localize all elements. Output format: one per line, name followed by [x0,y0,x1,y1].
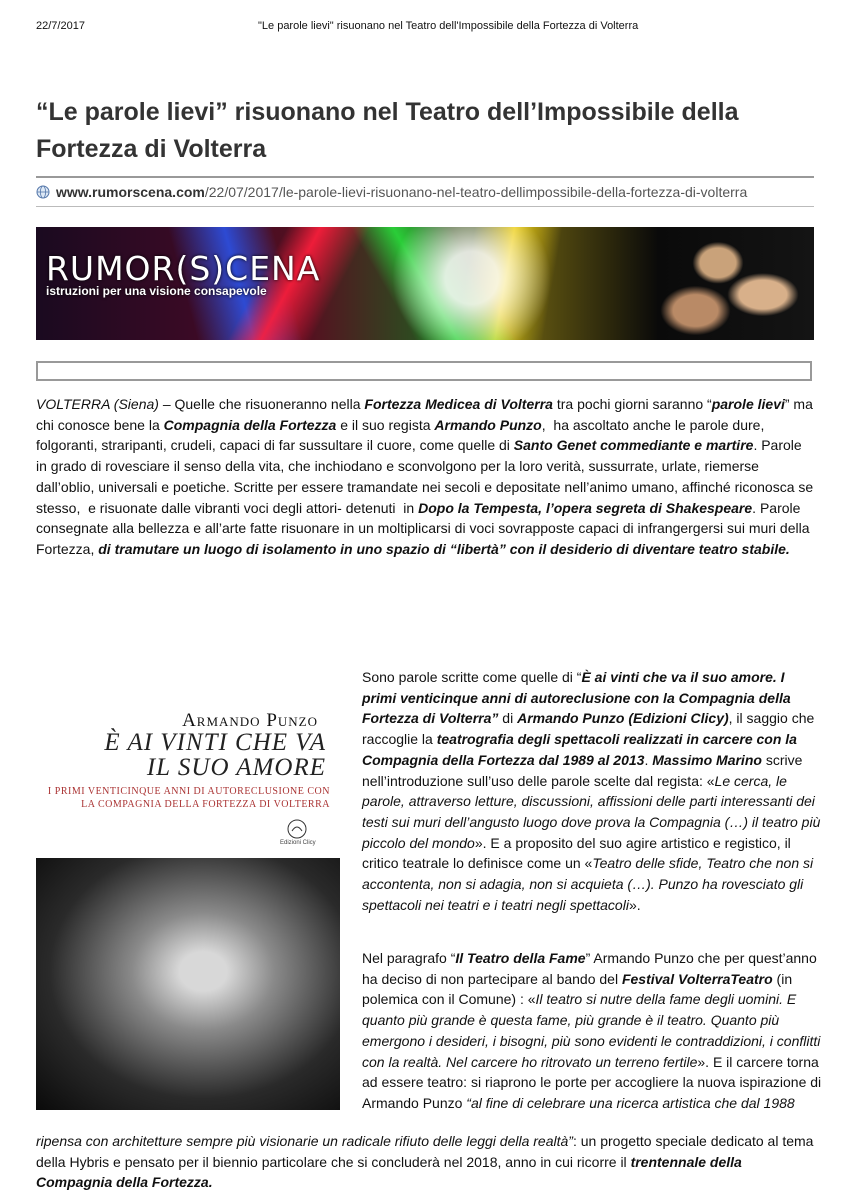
book-paragraph: Sono parole scritte come quelle di “È ai vinti che va il suo amore. I primi venticinque anni di autoreclusione con la Compagnia della Fortezza di Volterra” di Armando Punzo (Edizioni Clicy), il saggio che raccoglie la teatrografia degli spettacoli realizzati in carcere con la Compagnia della Fortezza dal 1989 al 2013. Massimo Marino scrive nell’introduzione sull’uso delle parole scelte dal regista: «Le cerca, le parole, attraverso letture, discussioni, affissioni delle parti interessanti dei testi sui muri dell’angusto luogo dove prova la Compagnia (…) il teatro più piccolo del mondo». E a proposito del suo agire artistico e registico, il critico teatrale lo definisce come un «Teatro delle sfide, Teatro che non si accontenta, non si adagia, non si acquieta (…). Punzo ha rovesciato gli spettacoli nei teatri e i teatri negli spettacoli». [362,669,821,913]
cover-author: Armando Punzo [182,710,318,731]
url-domain[interactable]: www.rumorscena.com [56,184,205,200]
banner-performers-image [658,231,808,337]
fame-paragraph-continued: ripensa con architetture sempre più visionarie un radicale rifiuto delle leggi della realtà”: un progetto speciale dedicato al tema della Hybris e pensato per il biennio particolare che si concluderà nel 2018, anno in cui ricorre il trentennale della Compagnia della Fortezza. [36,1133,814,1191]
cover-title-line1: È AI VINTI CHE VA [104,729,326,756]
article-title: “Le parole lievi” risuonano nel Teatro dell’Impossibile della Fortezza di Volterra [36,98,739,163]
cover-title-line2: IL SUO AMORE [146,754,326,781]
site-banner[interactable] [36,227,814,340]
url-path[interactable]: /22/07/2017/le-parole-lievi-risuonano-nel-teatro-dellimpossibile-della-fortezza-di-volterra [204,184,748,200]
print-header-title: "Le parole lievi" risuonano nel Teatro dell'Impossibile della Fortezza di Volterra [258,20,639,32]
book-cover-image [36,690,340,852]
empty-box [36,361,812,381]
print-date: 22/7/2017 [36,20,85,32]
publisher-logo-icon [286,818,308,840]
actor-photo [36,858,340,1110]
cover-subtitle: I PRIMI VENTICINQUE ANNI DI AUTORECLUSIONE CON LA COMPAGNIA DELLA FORTEZZA DI VOLTERRA [47,786,330,810]
banner-tagline: istruzioni per una visione consapevole [46,284,267,298]
banner-logo-text: RUMOR(S)CENA [46,249,321,288]
fame-paragraph: Nel paragrafo “Il Teatro della Fame” Armando Punzo che per quest’anno ha deciso di non partecipare al bando del Festival VolterraTeatro (in polemica con il Comune) : «Il teatro si nutre della fame degli uomini. E quanto più grande è questa fame, più grande è il teatro. Quanto più emergono i desideri, i bisogni, più sono evidenti le contraddizioni, i conflitti con la realtà. Nel carcere ho ritrovato un terreno fertile». E il carcere torna ad essere teatro: si riaprono le porte per accogliere la nuova ispirazione di Armando Punzo “al fine di celebrare una ricerca artistica che dal 1988 [362,950,822,1111]
source-url[interactable] [36,182,747,202]
cover-publisher: Edizioni Clicy [280,840,316,846]
cover-title [36,730,326,780]
url-text[interactable] [56,184,747,200]
intro-paragraph: VOLTERRA (Siena) – Quelle che risuoneranno nella Fortezza Medicea di Volterra tra pochi giorni saranno “parole lievi” ma chi conosce bene la Compagnia della Fortezza e il suo regista Armando Punzo, ha ascoltato anche le parole dure, folgoranti, straripanti, crudeli, capaci di far sussultare il cuore, come quelle di Santo Genet commediante e martire. Parole in grado di rovesciare il senso della vita, che inchiodano e sconvolgono per la loro verità, sussurrate, urlate, riemerse dall’oblio, universali e poetiche. Scritte per essere tramandate nei secoli e depositate nell’animo umano, affinché riconosca se stesso, e risuonate dalle vibranti voci degli attori- detenuti in Dopo la Tempesta, l’opera segreta di Shakespeare. Parole consegnate alla bellezza e all’arte fatte risuonare in un moltiplicarsi di voci sovrapposte capaci di infrangergersi sui muri della Fortezza, di tramutare un luogo di isolamento in uno spazio di “libertà” con il desiderio di diventare teatro stabile. [36,396,814,557]
url-divider [36,206,814,207]
globe-icon [36,185,50,199]
title-divider [36,176,814,178]
